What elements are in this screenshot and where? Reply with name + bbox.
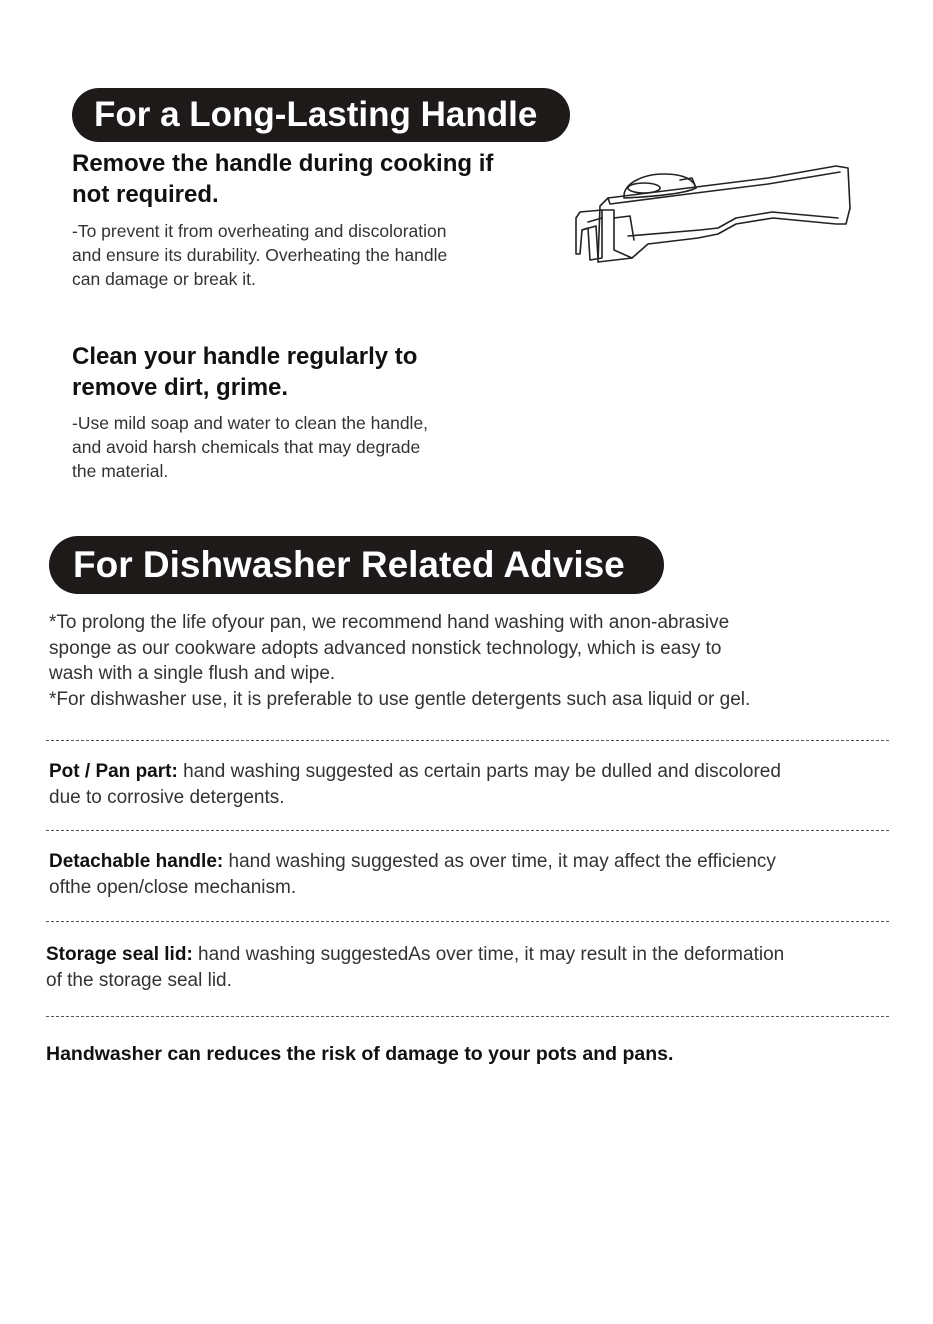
dashed-divider	[46, 830, 889, 831]
tip-body-clean-handle: -Use mild soap and water to clean the handle, and avoid harsh chemicals that may degrade the material.	[72, 413, 429, 481]
dashed-divider	[46, 740, 889, 741]
detachable-handle-icon	[568, 158, 858, 268]
section-title-dishwasher-advise: For Dishwasher Related Advise	[49, 536, 664, 594]
advice-label: Detachable handle:	[49, 851, 224, 872]
section-title-long-lasting-handle: For a Long-Lasting Handle	[72, 88, 570, 142]
advice-item-pot-pan: Pot / Pan part: hand washing suggested as certain parts may be dulled and discolored due to corrosive detergents.	[49, 761, 781, 808]
closing-statement: Handwasher can reduces the risk of damage to your pots and pans.	[46, 1043, 674, 1065]
dashed-divider	[46, 1016, 889, 1017]
tip-body-remove-handle: -To prevent it from overheating and discoloration and ensure its durability. Overheating the handle can damage or break it.	[72, 221, 448, 289]
advice-item-detachable-handle: Detachable handle: hand washing suggested as over time, it may affect the efficiency ofthe open/close mechanism.	[49, 851, 776, 898]
dishwasher-intro: *To prolong the life ofyour pan, we recommend hand washing with anon-abrasive sponge as our cookware adopts advanced nonstick technology, which is easy to wash with a single flush and wipe. *For dishwasher use, it is preferable to use gentle detergents such asa liquid or gel.	[49, 612, 751, 710]
advice-label: Pot / Pan part:	[49, 761, 178, 782]
advice-label: Storage seal lid:	[46, 944, 193, 965]
tip-heading-clean-handle: Clean your handle regularly to remove dirt, grime.	[72, 343, 418, 401]
dashed-divider	[46, 921, 889, 922]
advice-item-storage-lid: Storage seal lid: hand washing suggestedAs over time, it may result in the deformation of the storage seal lid.	[46, 944, 785, 991]
tip-heading-remove-handle: Remove the handle during cooking if not required.	[72, 150, 494, 208]
